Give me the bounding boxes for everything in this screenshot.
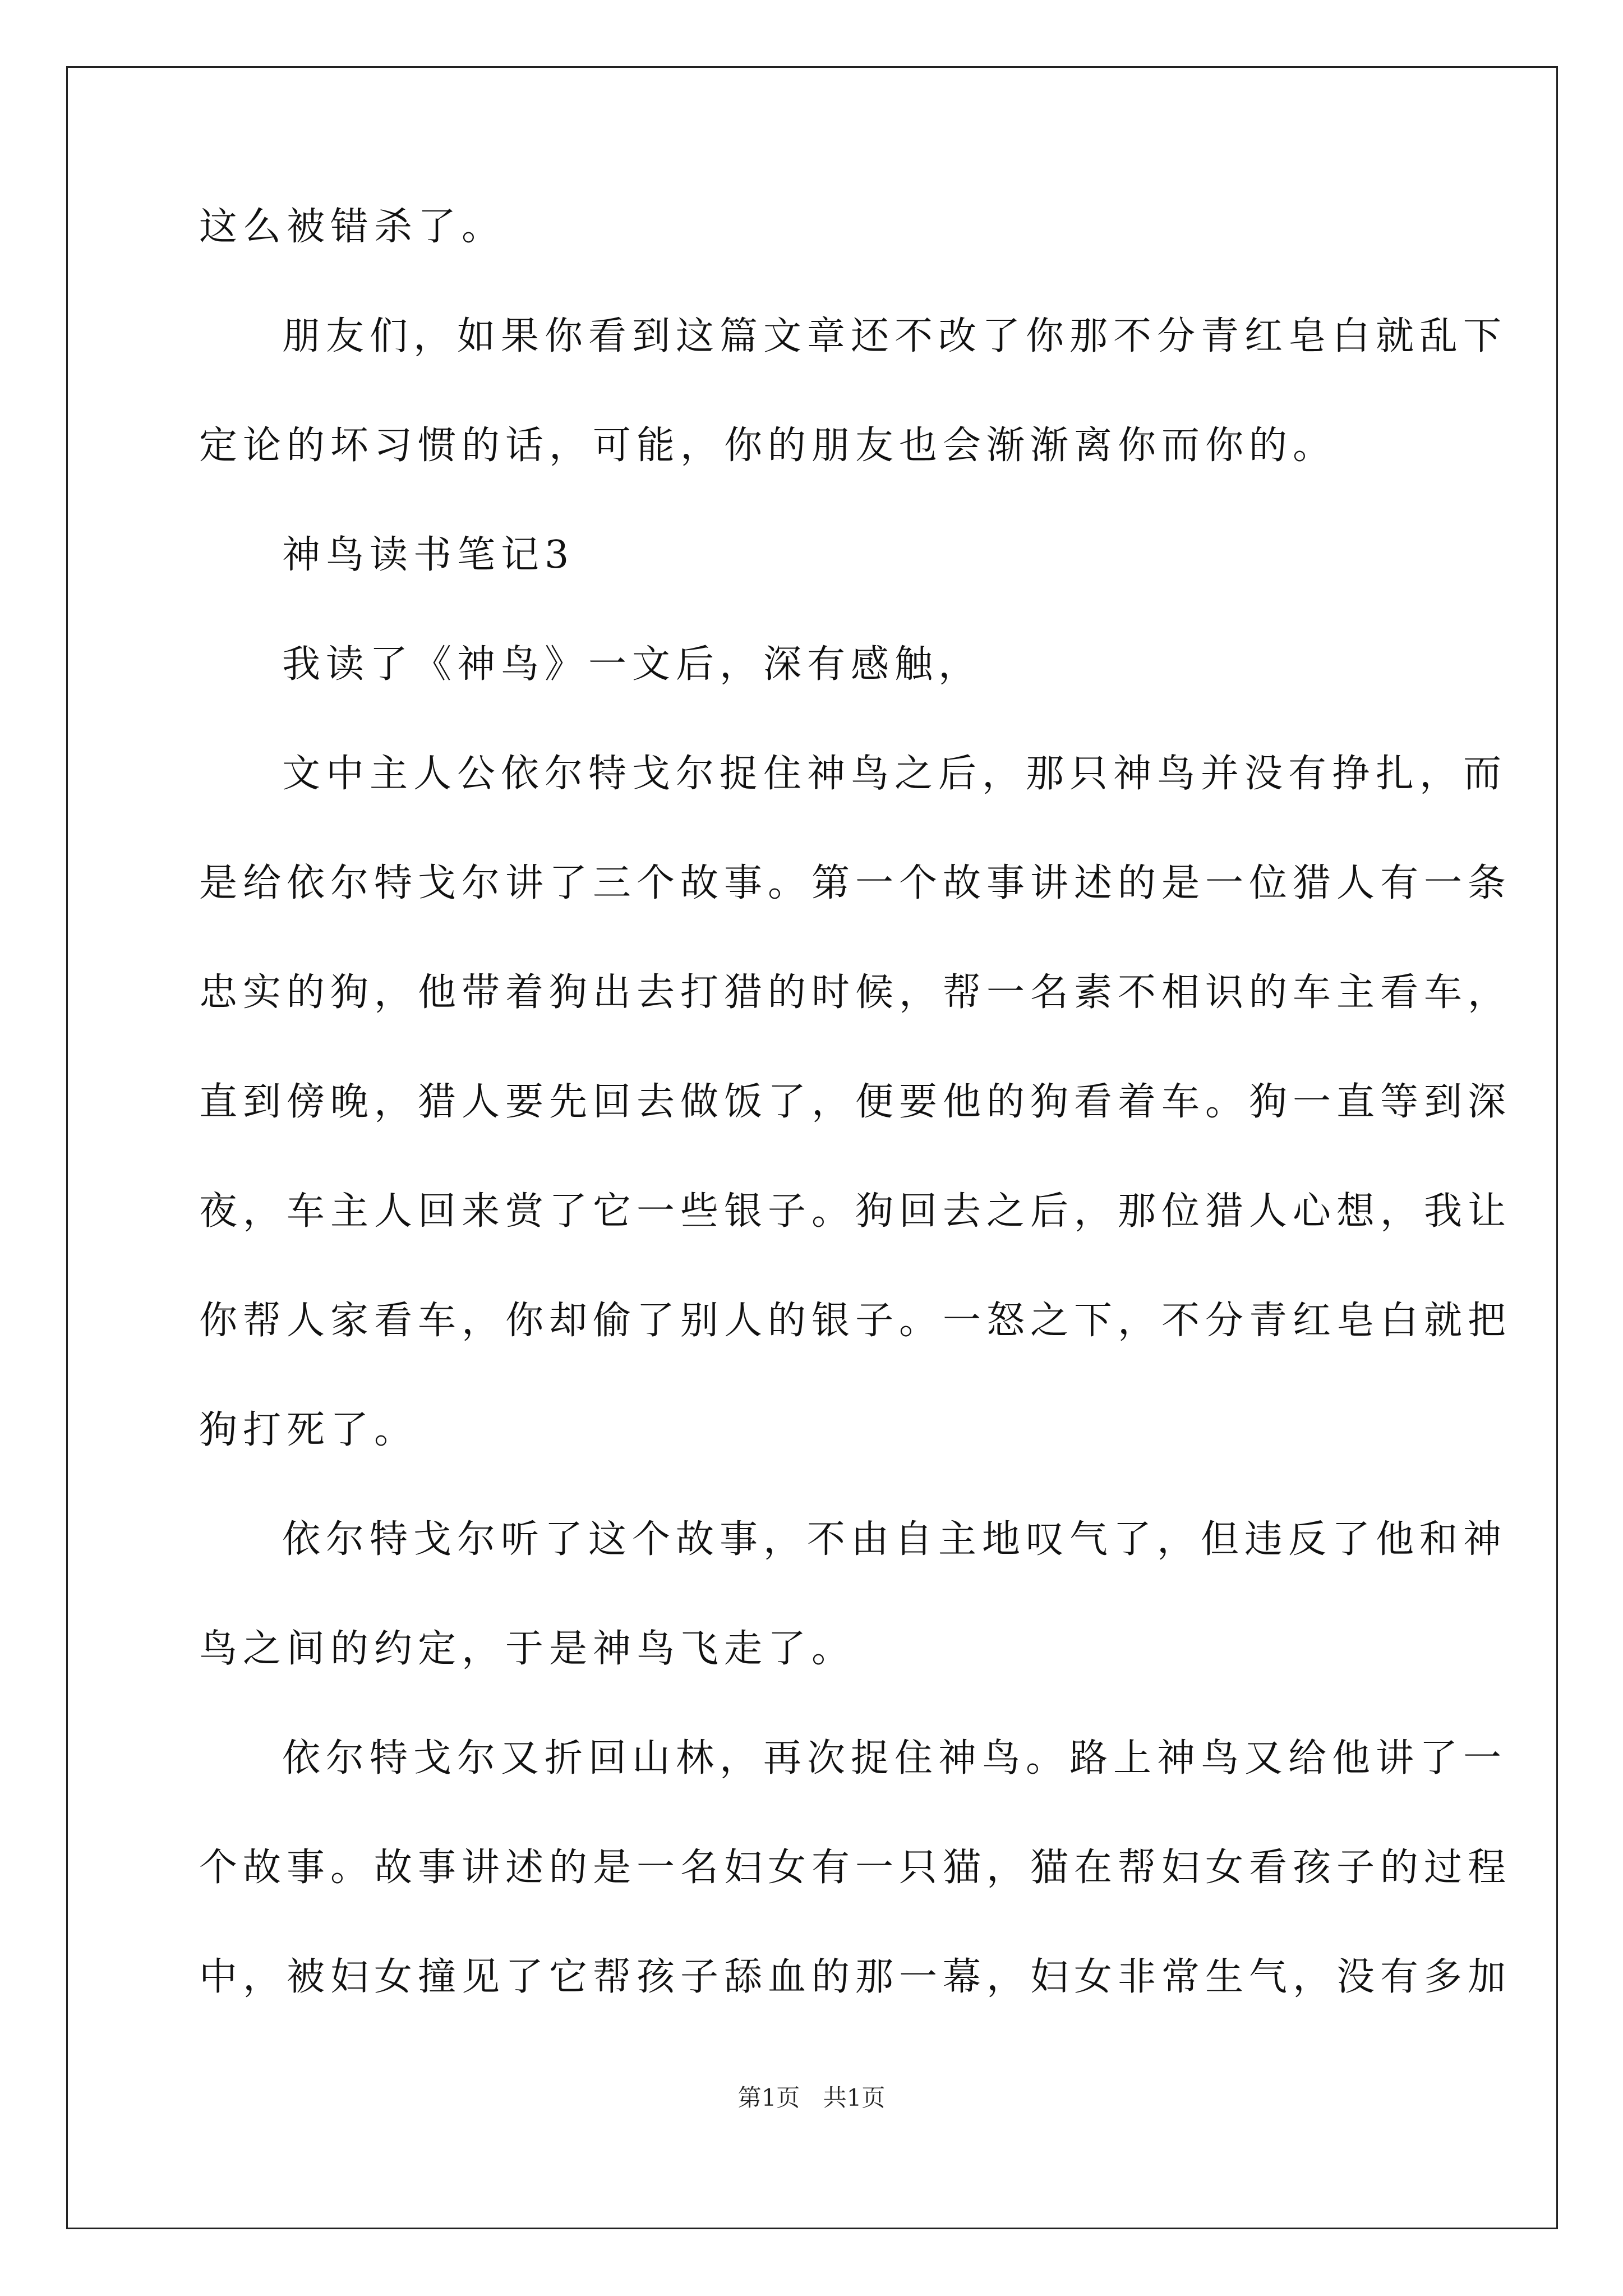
text-line: 鸟之间的约定，于是神鸟飞走了。 — [199, 1627, 856, 1671]
text-line: 狗打死了。 — [199, 1408, 418, 1452]
page-total: 共1页 — [823, 2084, 886, 2111]
text-line: 文中主人公依尔特戈尔捉住神鸟之后，那只神鸟并没有挣扎，而 — [282, 752, 1507, 796]
section-heading: 神鸟读书笔记3 — [282, 533, 575, 577]
text-line: 依尔特戈尔听了这个故事，不由自主地叹气了，但违反了他和神 — [282, 1517, 1507, 1562]
text-line: 忠实的狗，他带着狗出去打猎的时候，帮一名素不相识的车主看车， — [199, 970, 1512, 1015]
text-line: 朋友们，如果你看到这篇文章还不改了你那不分青红皂白就乱下 — [282, 314, 1507, 358]
text-line: 中，被妇女撞见了它帮孩子舔血的那一幕，妇女非常生气，没有多加 — [199, 1955, 1512, 1999]
text-line: 夜，车主人回来赏了它一些银子。狗回去之后，那位猎人心想，我让 — [199, 1189, 1512, 1234]
text-line: 是给依尔特戈尔讲了三个故事。第一个故事讲述的是一位猎人有一条 — [199, 861, 1512, 905]
page-number: 第1页 — [737, 2084, 800, 2111]
text-line: 依尔特戈尔又折回山林，再次捉住神鸟。路上神鸟又给他讲了一 — [282, 1736, 1507, 1780]
text-line: 你帮人家看车，你却偷了别人的银子。一怒之下，不分青红皂白就把 — [199, 1299, 1512, 1343]
text-line: 个故事。故事讲述的是一名妇女有一只猫，猫在帮妇女看孩子的过程 — [199, 1846, 1512, 1890]
text-line: 我读了《神鸟》一文后，深有感触， — [282, 642, 983, 687]
text-line: 定论的坏习惯的话，可能，你的朋友也会渐渐离你而你的。 — [199, 424, 1337, 468]
text-line: 这么被错杀了。 — [199, 205, 506, 249]
text-line: 直到傍晚，猎人要先回去做饭了，便要他的狗看着车。狗一直等到深 — [199, 1080, 1512, 1124]
page-border — [66, 66, 1558, 2229]
page-footer — [0, 2084, 1623, 2112]
